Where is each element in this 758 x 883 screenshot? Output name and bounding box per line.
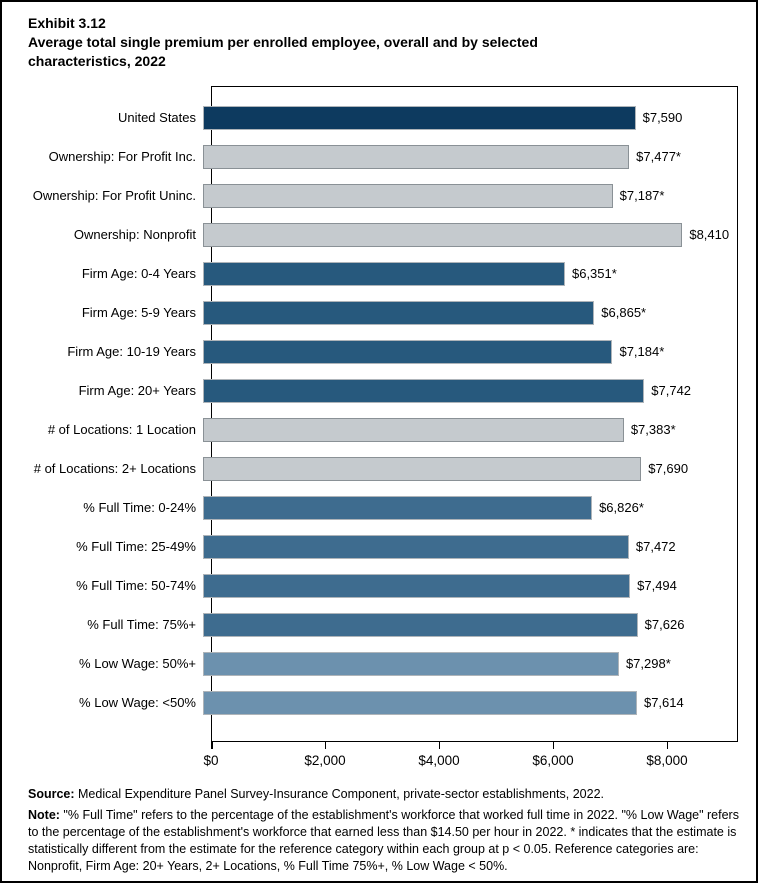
tick-mark xyxy=(553,742,555,749)
bar-row xyxy=(2,215,756,254)
tick-mark xyxy=(667,742,669,749)
bar-track xyxy=(203,379,730,403)
bar-row xyxy=(2,98,756,137)
x-axis xyxy=(203,742,738,776)
value-label: $7,626 xyxy=(644,617,685,632)
value-label: $7,494 xyxy=(637,578,677,593)
bar-track xyxy=(203,535,730,559)
bar-row xyxy=(2,410,756,449)
tick-label: $8,000 xyxy=(646,753,688,768)
bar-row xyxy=(2,332,756,371)
tick-label: $0 xyxy=(203,753,219,768)
value-label: $6,826* xyxy=(599,500,644,515)
bar xyxy=(203,457,641,481)
category-label: Ownership: For Profit Inc. xyxy=(48,149,196,164)
source-text: Medical Expenditure Panel Survey-Insurance Component, private-sector establishments, 2022. xyxy=(74,787,604,801)
value-label: $7,298* xyxy=(625,656,671,671)
value-label: $7,383* xyxy=(630,422,676,437)
value-label: $7,187* xyxy=(619,188,665,203)
bar-row xyxy=(2,254,756,293)
bar-row xyxy=(2,488,756,527)
bar xyxy=(203,106,636,130)
bar xyxy=(203,574,630,598)
value-label: $7,477* xyxy=(636,149,681,164)
bar-track xyxy=(203,418,730,442)
bar-row xyxy=(2,605,756,644)
exhibit-number: Exhibit 3.12 xyxy=(28,15,106,31)
tick-label: $6,000 xyxy=(532,753,574,768)
value-label: $7,690 xyxy=(648,461,689,476)
category-label: Firm Age: 20+ Years xyxy=(78,383,196,398)
methodology-note xyxy=(28,807,740,875)
tick-mark xyxy=(211,742,213,749)
bar-track xyxy=(203,106,730,130)
bar-track xyxy=(203,457,730,481)
value-label: $6,351* xyxy=(571,266,617,281)
category-label: # of Locations: 1 Location xyxy=(47,422,196,437)
bar-row xyxy=(2,137,756,176)
bar-track xyxy=(203,613,730,637)
source-label: Source: xyxy=(28,787,75,801)
bar xyxy=(203,145,629,169)
category-label: Firm Age: 10-19 Years xyxy=(67,344,196,359)
category-label: % Full Time: 75%+ xyxy=(87,617,196,632)
bar-track xyxy=(203,691,730,715)
bar-track xyxy=(203,301,730,325)
value-label: $7,614 xyxy=(643,695,684,710)
value-label: $7,590 xyxy=(642,110,683,125)
tick-label: $4,000 xyxy=(418,753,460,768)
category-label: % Full Time: 25-49% xyxy=(76,539,196,554)
category-label: Ownership: For Profit Uninc. xyxy=(32,188,196,203)
title-block xyxy=(28,14,628,71)
bar xyxy=(203,301,594,325)
bar xyxy=(203,184,613,208)
bar xyxy=(203,496,592,520)
value-label: $8,410 xyxy=(689,227,730,242)
bar xyxy=(203,613,638,637)
bar xyxy=(203,379,644,403)
value-label: $7,184* xyxy=(619,344,665,359)
tick-mark xyxy=(439,742,441,749)
bar-rows xyxy=(2,86,756,742)
note-label: Note: xyxy=(28,808,60,822)
bar xyxy=(203,262,565,286)
bar xyxy=(203,691,637,715)
category-label: United States xyxy=(117,110,196,125)
bar-row xyxy=(2,566,756,605)
bar-track xyxy=(203,262,730,286)
bar-track xyxy=(203,574,730,598)
chart-title: Average total single premium per enrolled employee, overall and by selected characteristics, 2022 xyxy=(28,34,538,69)
value-label: $6,865* xyxy=(601,305,647,320)
bar xyxy=(203,223,682,247)
tick-label: $2,000 xyxy=(304,753,346,768)
bar-row xyxy=(2,371,756,410)
category-label: % Full Time: 50-74% xyxy=(76,578,196,593)
bar-row xyxy=(2,527,756,566)
bar xyxy=(203,340,612,364)
bar-row xyxy=(2,176,756,215)
category-label: Firm Age: 5-9 Years xyxy=(81,305,196,320)
bar-track xyxy=(203,496,730,520)
bar-row xyxy=(2,683,756,722)
category-label: Ownership: Nonprofit xyxy=(73,227,196,242)
bar-row xyxy=(2,644,756,683)
footnotes xyxy=(28,786,740,875)
category-label: % Low Wage: <50% xyxy=(79,695,196,710)
bar-row xyxy=(2,293,756,332)
category-label: Firm Age: 0-4 Years xyxy=(81,266,196,281)
bar-track xyxy=(203,652,730,676)
category-label: % Full Time: 0-24% xyxy=(83,500,196,515)
bar xyxy=(203,652,619,676)
bar-track xyxy=(203,223,730,247)
source-note xyxy=(28,786,740,803)
bar xyxy=(203,535,629,559)
bar xyxy=(203,418,624,442)
value-label: $7,742 xyxy=(651,383,692,398)
bar-track xyxy=(203,145,730,169)
bar-track xyxy=(203,340,730,364)
bar-track xyxy=(203,184,730,208)
category-label: % Low Wage: 50%+ xyxy=(79,656,196,671)
note-text: "% Full Time" refers to the percentage of the establishment's workforce that worked full time in 2022. "% Low Wage" refers to the percentage of the establishment's workforce that earned less than $14.50 per hour in 2022. * indicates that the estimate is statistically different from the estimate for the reference category within each group at p < 0.05. Reference categories are: Nonprofit, Firm Age: 20+ Years, 2+ Locations, % Full Time 75%+, % Low Wage < 50%. xyxy=(28,808,739,873)
value-label: $7,472 xyxy=(635,539,676,554)
category-label: # of Locations: 2+ Locations xyxy=(33,461,196,476)
tick-mark xyxy=(325,742,327,749)
bar-row xyxy=(2,449,756,488)
